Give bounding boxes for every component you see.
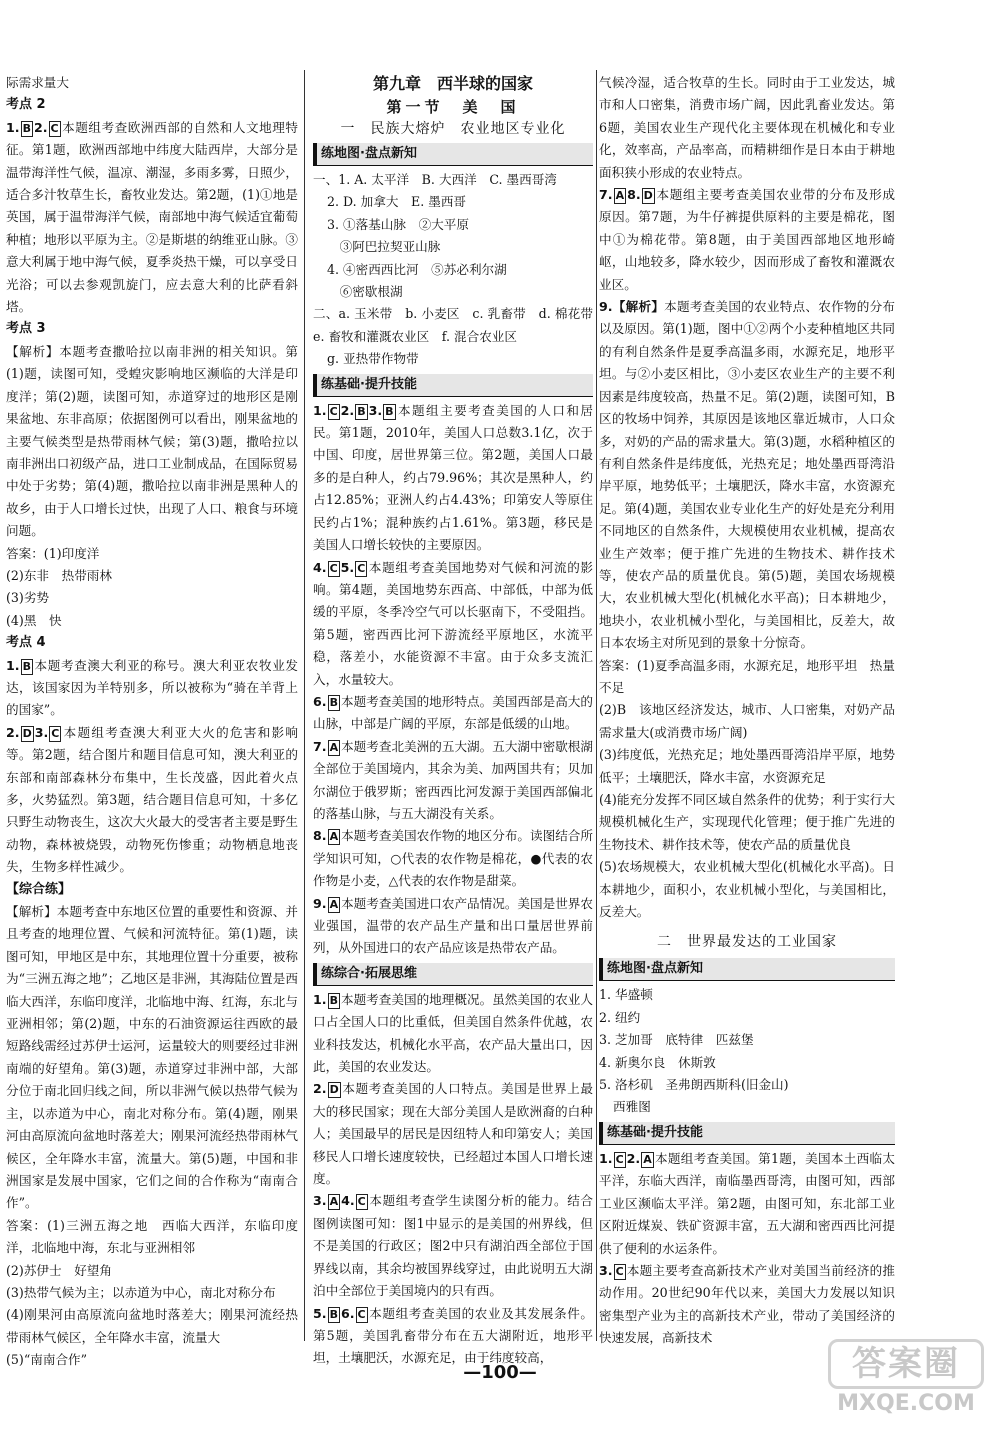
question-number: 1. <box>313 402 327 418</box>
answer-paragraph <box>599 655 895 700</box>
answer-paragraph <box>599 789 895 856</box>
answer-letter: C <box>615 1152 624 1166</box>
paragraph-text: (5)农场规模大，农业机械大型化(机械化水平高)。日本耕地少，面积小，农业机械小型化，与美国相比，反差大。 <box>599 859 895 920</box>
paragraph-text: 本题组考查学生读图分析的能力。结合图例读图可知：图1中显示的是美国的州界线，但不是美国的行政区；图2中只有湖泊西全部位于国界线以南，其余均被国界线穿过，由此说明五大湖泊中全部位于美国境内的只有西。 <box>313 1193 593 1299</box>
practice-section-bar: 练基础·提升技能 <box>313 374 593 397</box>
answer-paragraph <box>6 610 298 632</box>
answer-letter: B <box>357 404 366 418</box>
question-number: 2. <box>313 1081 327 1097</box>
answer-paragraph <box>6 1260 298 1282</box>
section-heading: 考点 2 <box>6 97 46 113</box>
subsection-title: 一 民族大熔炉 农业地区专业化 <box>340 121 566 137</box>
practice-section-bar: 练综合·拓展思维 <box>313 963 593 986</box>
answer-paragraph <box>6 565 298 587</box>
answer-paragraph <box>313 259 593 281</box>
question-number: 1. <box>313 991 327 1007</box>
answer-paragraph <box>599 1260 895 1350</box>
paragraph-text: (4)黑 快 <box>6 612 62 628</box>
answer-letter: B <box>385 404 394 418</box>
paragraph-text: 本题主要考查高新技术产业对美国当前经济的推动作用。20世纪90年代以来，美国大力发展以知识密集型产业为主的高新技术产业，带动了美国经济的快速发展，高新技术 <box>599 1262 895 1346</box>
answer-paragraph <box>6 341 298 543</box>
paragraph-text: 2. 纽约 <box>599 1009 641 1025</box>
answer-letter: C <box>50 121 59 135</box>
paragraph-text: 本题组考查美国。第1题，美国本土西临太平洋，东临大西洋，南临墨西哥湾，由图可知，西部工业区濒临太平洋。第2题，由图可知，东北部工业区附近煤炭、铁矿资源丰富，五大湖和密西西比河提供了便利的水运条件。 <box>599 1150 895 1256</box>
column-left <box>6 72 298 1368</box>
answer-paragraph <box>6 72 298 94</box>
paragraph-text: 答案：(1)夏季高温多雨，水源充足，地形平坦 热量不足 <box>599 657 895 695</box>
paragraph-text: 【解析】本题考查撒哈拉以南非洲的相关知识。第(1)题，读图可知，受蝗灾影响地区濒临的大洋是印度洋；第(2)题，读图可知，赤道穿过的地形区是刚果盆地、东非高原；依据图例可以看出，刚果盆地的主要气候类型是热带雨林气候；第(3)题，撒哈拉以南非洲出口初级产品，进口工业制成品，在国际贸易中处于劣势；第(4)题，撒哈拉以南非洲是黑种人的故乡，由于人口增长过快，出现了人口、粮食与环境问题。 <box>6 343 298 539</box>
answer-paragraph <box>313 736 593 826</box>
subsection-title: 二 世界最发达的工业国家 <box>657 934 837 951</box>
answer-paragraph <box>6 1282 298 1304</box>
answer-letter: 【解析】 <box>612 299 665 315</box>
answer-paragraph <box>313 893 593 960</box>
practice-section-bar: 练地图·盘点新知 <box>313 143 593 166</box>
answer-letter: B <box>22 659 31 673</box>
question-number: 3. <box>368 402 383 418</box>
paragraph-text: 气候冷湿，适合牧草的生长。同时由于工业发达，城市和人口密集，消费市场广阔，因此乳畜业发达。第6题，美国农业生产现代化主要体现在机械化和专业化，效率高，产品率高，而精耕细作是日本由于耕地面积狭小形成的农业特点。 <box>599 75 895 180</box>
paragraph-text: (4)刚果河由高原流向盆地时落差大；刚果河流经热带雨林气候区，全年降水丰富，流量大 <box>6 1307 298 1345</box>
answer-paragraph <box>313 191 593 213</box>
answer-paragraph <box>599 1096 895 1118</box>
practice-section-bar: 练地图·盘点新知 <box>599 958 895 981</box>
question-number: 1. <box>6 119 20 135</box>
paragraph-text: 本题考查美国的地理概况。虽然美国的农业人口占全国人口的比重低，但美国自然条件优越，农业科技发达，机械化水平高，农产品大量出口，因此，美国的农业发达。 <box>313 991 593 1075</box>
paragraph-text: 本题考查澳大利亚的称号。澳大利亚农牧业发达，该国家因为羊特别多，所以被称为“骑在羊背上的国家”。 <box>6 657 298 718</box>
answer-letter: A <box>329 897 339 911</box>
answer-paragraph <box>599 856 895 923</box>
paragraph-text: (3)劣势 <box>6 590 50 606</box>
column-middle <box>313 72 606 1366</box>
paragraph-text: 本题组主要考查美国农业带的分布及形成原因。第7题，为牛仔裤提供原料的主要是棉花，图中①为棉花带。第8题，由于美国西部地区地形崎岖，山地较多，降水较少，因而形成了畜牧和灌溉农业区。 <box>599 187 895 292</box>
answer-paragraph <box>599 1148 895 1260</box>
answer-letter: A <box>329 830 339 844</box>
question-number: 9. <box>313 895 327 911</box>
answer-letter: D <box>22 726 32 740</box>
answer-paragraph <box>599 1074 895 1096</box>
answer-paragraph <box>313 169 593 191</box>
question-number: 9. <box>599 299 613 315</box>
column-right <box>599 72 895 1351</box>
answer-letter: D <box>643 189 653 203</box>
paragraph-text: ⑥密歇根湖 <box>327 284 403 300</box>
paragraph-text: 一、1. A. 太平洋 B. 大西洋 C. 墨西哥湾 <box>313 172 557 187</box>
paragraph-text: 答案：(1)印度洋 <box>6 545 100 561</box>
answer-paragraph <box>599 1052 895 1074</box>
section-title: 第一节 美 国 <box>386 98 520 116</box>
page-number: —100— <box>463 1362 537 1383</box>
column-divider-left <box>304 70 305 1341</box>
watermark-url: MXQE.COM <box>837 1391 975 1416</box>
paragraph-text: 二、a. 玉米带 b. 小麦区 c. 乳畜带 d. 棉花带 e. 畜牧和灌溉农业区 f. 混合农业区 <box>313 306 606 344</box>
answer-paragraph <box>6 587 298 609</box>
answer-letter: C <box>329 404 338 418</box>
paragraph-text: 4. ④密西西比河 ⑤苏必利尔湖 <box>327 261 507 277</box>
question-number: 1. <box>6 657 20 673</box>
paragraph-text: g. 亚热带作物带 <box>327 351 419 367</box>
question-number: 5. <box>340 559 355 575</box>
paragraph-text: (5)“南南合作” <box>6 1352 88 1368</box>
question-number: 3. <box>313 1193 327 1209</box>
answer-paragraph <box>6 1304 298 1349</box>
answer-paragraph <box>6 543 298 565</box>
answer-paragraph <box>6 722 298 879</box>
answer-paragraph <box>6 117 298 319</box>
paragraph-text: 5. 洛杉矶 圣弗朗西斯科(旧金山) <box>599 1077 789 1093</box>
answer-paragraph <box>313 1190 593 1302</box>
answer-paragraph <box>599 184 895 296</box>
section-heading: 考点 3 <box>6 321 46 337</box>
section-heading: 【综合练】 <box>6 881 72 897</box>
practice-section-bar: 练基础·提升技能 <box>599 1122 895 1145</box>
paragraph-text: (2)苏伊士 好望角 <box>6 1262 112 1278</box>
paragraph-text: 本题考查美国的地形特点。美国西部是高大的山脉，中部是广阔的平原，东部是低缓的山地。 <box>313 693 593 732</box>
answer-paragraph <box>599 699 895 744</box>
paragraph-text: 本题考查美国的人口特点。美国是世界上最大的移民国家；现在大部分美国人是欧洲裔的白种人；美国最早的居民是因纽特人和印第安人；美国移民人口增长速度较快，已经超过本国人口增长速度。 <box>313 1081 593 1187</box>
answer-paragraph <box>599 72 895 184</box>
chapter-title: 第九章 西半球的国家 <box>372 74 533 93</box>
answer-paragraph <box>313 303 606 348</box>
paragraph-text: 答案：(1)三洲五海之地 西临大西洋，东临印度洋，北临地中海，东北与亚洲相邻 <box>6 1217 298 1256</box>
answer-letter: A <box>643 1152 652 1166</box>
answer-letter: C <box>329 561 338 575</box>
column-divider-right <box>596 70 597 1341</box>
paragraph-text: 本题组考查美国的农业及其发展条件。第5题，美国乳畜带分布在五大湖附近，地形平坦，土壤肥沃，水源充足，由于纬度较高， <box>313 1305 593 1366</box>
paragraph-text: 本题组主要考查美国的人口和居民。第1题，2010年，美国人口总数3.1亿，次于中国、印度，居世界第三位。第2题，美国人口最多的是白种人，约占79.96%；其次是黑种人，约占12.85%；亚洲人约占4.43%；印第安人等原住民约占1%；混种族约占1.61%。第3题，移民是美国人口增长较快的主要原因。 <box>313 402 593 553</box>
question-number: 4. <box>341 1193 355 1209</box>
question-number: 2. <box>626 1150 641 1166</box>
answer-paragraph <box>313 214 593 236</box>
paragraph-text: (2)B 该地区经济发达，城市、人口密集，对奶产品需求量大(或消费市场广阔) <box>599 702 895 740</box>
paragraph-text: 1. 华盛顿 <box>599 987 653 1003</box>
question-number: 6. <box>340 1305 355 1321</box>
paragraph-text: 本题组考查美国地势对气候和河流的影响。第4题，美国地势东西高、中部低，中部为低缓的平原，冬季冷空气可以长驱南下，不受阻挡。第5题，密西西比河下游流经平原地区，水流平稳，落差小，水能资源不丰富。由于众多支流汇入，水量较大。 <box>313 559 593 687</box>
answer-paragraph <box>313 557 593 691</box>
answer-paragraph <box>313 236 593 258</box>
section-heading: 考点 4 <box>6 635 46 651</box>
paragraph-text: ③阿巴拉契亚山脉 <box>327 239 441 255</box>
paragraph-text: 际需求量大 <box>6 75 69 90</box>
answer-letter: C <box>357 1195 366 1209</box>
answer-letter: A <box>329 1195 339 1209</box>
question-number: 7. <box>599 187 613 203</box>
question-number: 8. <box>313 828 327 844</box>
watermark-logo <box>828 1339 984 1423</box>
answer-paragraph <box>599 296 895 655</box>
paragraph-text: 本题考查美国农作物的地区分布。读图结合所学知识可知，○代表的农作物是棉花，●代表的农作物是小麦，△代表的农作物是甜菜。 <box>313 828 593 889</box>
answer-paragraph <box>313 400 593 557</box>
paragraph-text: (4)能充分发挥不同区域自然条件的优势；利于实行大规模机械化生产，实现现代化管理；便于推广先进的生物技术、耕作技术等，使农产品的质量优良 <box>599 792 895 852</box>
question-number: 2. <box>6 724 20 740</box>
answer-paragraph <box>6 1215 298 1260</box>
answer-paragraph <box>313 825 593 892</box>
paragraph-text: 本题组考查欧洲西部的自然和人文地理特征。第1题，欧洲西部地中纬度大陆西岸，大部分是温带海洋性气候，温凉、潮湿，多雨多雾，日照少，适合多汁牧草生长，畜牧业发达。第2题，(1)①地是英国，属于温带海洋气候，南部地中海气候适宜葡萄种植；地形以平原为主。②是斯堪的纳维亚山脉。③意大利属于地中海气候，夏季炎热干燥，可以享受日光浴；可以去参观凯旋门，应去意大利的比萨看斜塔。 <box>6 119 298 315</box>
watermark-mark: 答案圈 <box>828 1339 984 1389</box>
answer-paragraph <box>313 989 593 1079</box>
question-number: 4. <box>313 559 327 575</box>
paragraph-text: 【解析】本题考查中东地区位置的重要性和资源、并且考查的地理位置、气候和河流特征。第(1)题，读图可知，甲地区是中东，其地理位置十分重要，被称为“三洲五海之地”；乙地区是非洲，其海陆位置是西临大西洋，东临印度洋，北临地中海、红海，东北与亚洲相邻；第(2)题，中东的石油资源运往西欧的最短路线需经过苏伊士运河，运量较大的则要经过非洲南端的好望角。第(3)题，赤道穿过非洲中部，大部分位于南北回归线之间，所以非洲气候以热带气候为主，以赤道为中心，南北对称分布。第(4)题，刚果河由高原流向盆地时落差大；刚果河流经热带雨林气候区，全年降水丰富，流量大。第(5)题，中国和非洲国家是发展中国家，它们之间的合作称为“南南合作”。 <box>6 904 298 1211</box>
paragraph-text: (2)东非 热带雨林 <box>6 567 112 583</box>
question-number: 2. <box>33 119 48 135</box>
answer-paragraph <box>313 348 593 370</box>
paragraph-text: 4. 新奥尔良 休斯敦 <box>599 1054 716 1070</box>
answer-paragraph <box>599 1029 895 1051</box>
answer-letter: B <box>22 121 31 135</box>
paragraph-text: 本题考查美国的农业特点、农作物的分布以及原因。第(1)题，图中①②两个小麦种植地区共同的有利自然条件是夏季高温多雨，水源充足，地形平坦。与②小麦区相比，③小麦区农业生产的主要不利因素是纬度较高，热量不足。第(2)题，读图可知，B区的牧场中饲养，其原因是该地区靠近城市，人口众多，对奶的产品的需求量大。第(3)题，水稻种植区的有利自然条件是纬度低，光热充足；地处墨西哥湾沿岸平原，地势低平；土壤肥沃，降水丰富，水资源充足。第(4)题，美国农业专业化生产的好处是充分利用不同地区的自然条件，大规模使用农业机械，提高农业生产效率；便于推广先进的生物技术、耕作技术等，使农产品的质量优良。第(5)题，美国农场规模大，农业机械大型化(机械化水平高)；日本耕地少，地块小，农业机械小型化，与美国相比，反差大，故日本农场主对所见到的景象十分惊奇。 <box>599 299 896 651</box>
question-number: 5. <box>313 1305 327 1321</box>
answer-letter: D <box>329 1083 339 1097</box>
answer-letter: C <box>51 726 60 740</box>
question-number: 1. <box>599 1150 613 1166</box>
answer-letter: C <box>357 1307 366 1321</box>
question-number: 7. <box>313 738 327 754</box>
paragraph-text: 3. ①落基山脉 ②大平原 <box>327 216 469 232</box>
paragraph-text: (3)热带气候为主；以赤道为中心，南北对称分布 <box>6 1284 276 1300</box>
paragraph-text: (3)纬度低，光热充足；地处墨西哥湾沿岸平原，地势低平；土壤肥沃，降水丰富，水资源充足 <box>599 747 895 785</box>
question-number: 8. <box>627 187 641 203</box>
question-number: 6. <box>313 693 327 709</box>
answer-paragraph <box>313 281 593 303</box>
question-number: 3. <box>599 1262 613 1278</box>
answer-letter: B <box>329 1307 338 1321</box>
answer-paragraph <box>599 744 895 789</box>
answer-paragraph <box>599 1007 895 1029</box>
paragraph-text: 本题考查北美洲的五大湖。五大湖中密歇根湖全部位于美国境内，其余为美、加两国共有；贝加尔湖位于俄罗斯；密西西比河发源于美国西部偏北的落基山脉，与五大湖没有关系。 <box>313 738 593 821</box>
answer-paragraph <box>6 901 298 1215</box>
question-number: 2. <box>340 402 355 418</box>
answer-paragraph <box>6 655 298 722</box>
answer-paragraph <box>313 1078 593 1190</box>
paragraph-text: 2. D. 加拿大 E. 墨西哥 <box>327 194 467 210</box>
answer-paragraph <box>599 984 895 1006</box>
answer-letter: B <box>329 993 338 1007</box>
answer-letter: B <box>329 695 338 709</box>
paragraph-text: 3. 芝加哥 底特律 匹兹堡 <box>599 1032 754 1048</box>
answer-letter: C <box>357 561 366 575</box>
answer-letter: C <box>615 1264 624 1278</box>
paragraph-text: 本题组考查澳大利亚大火的危害和影响等。第2题，结合图片和题目信息可知，澳大利亚的东部和南部森林分布集中，生长茂盛，因此着火点多，火势猛烈。第3题，结合题目信息可知，十多亿只野生动物丧生，这次大火最大的受害者主要是野生动物，森林被烧毁，动物死伤惨重；动物栖息地丧失，生物多样性减少。 <box>6 724 298 875</box>
paragraph-text: 西雅图 <box>613 1099 651 1115</box>
question-number: 3. <box>34 724 49 740</box>
paragraph-text: 本题考查美国进口农产品情况。美国是世界农业强国，温带的农产品生产量和出口量居世界前列，从外国进口的农产品应该是热带农产品。 <box>313 895 593 956</box>
answer-letter: A <box>329 740 339 754</box>
answer-paragraph <box>313 691 593 736</box>
answer-paragraph <box>313 1303 593 1370</box>
answer-letter: A <box>615 189 625 203</box>
